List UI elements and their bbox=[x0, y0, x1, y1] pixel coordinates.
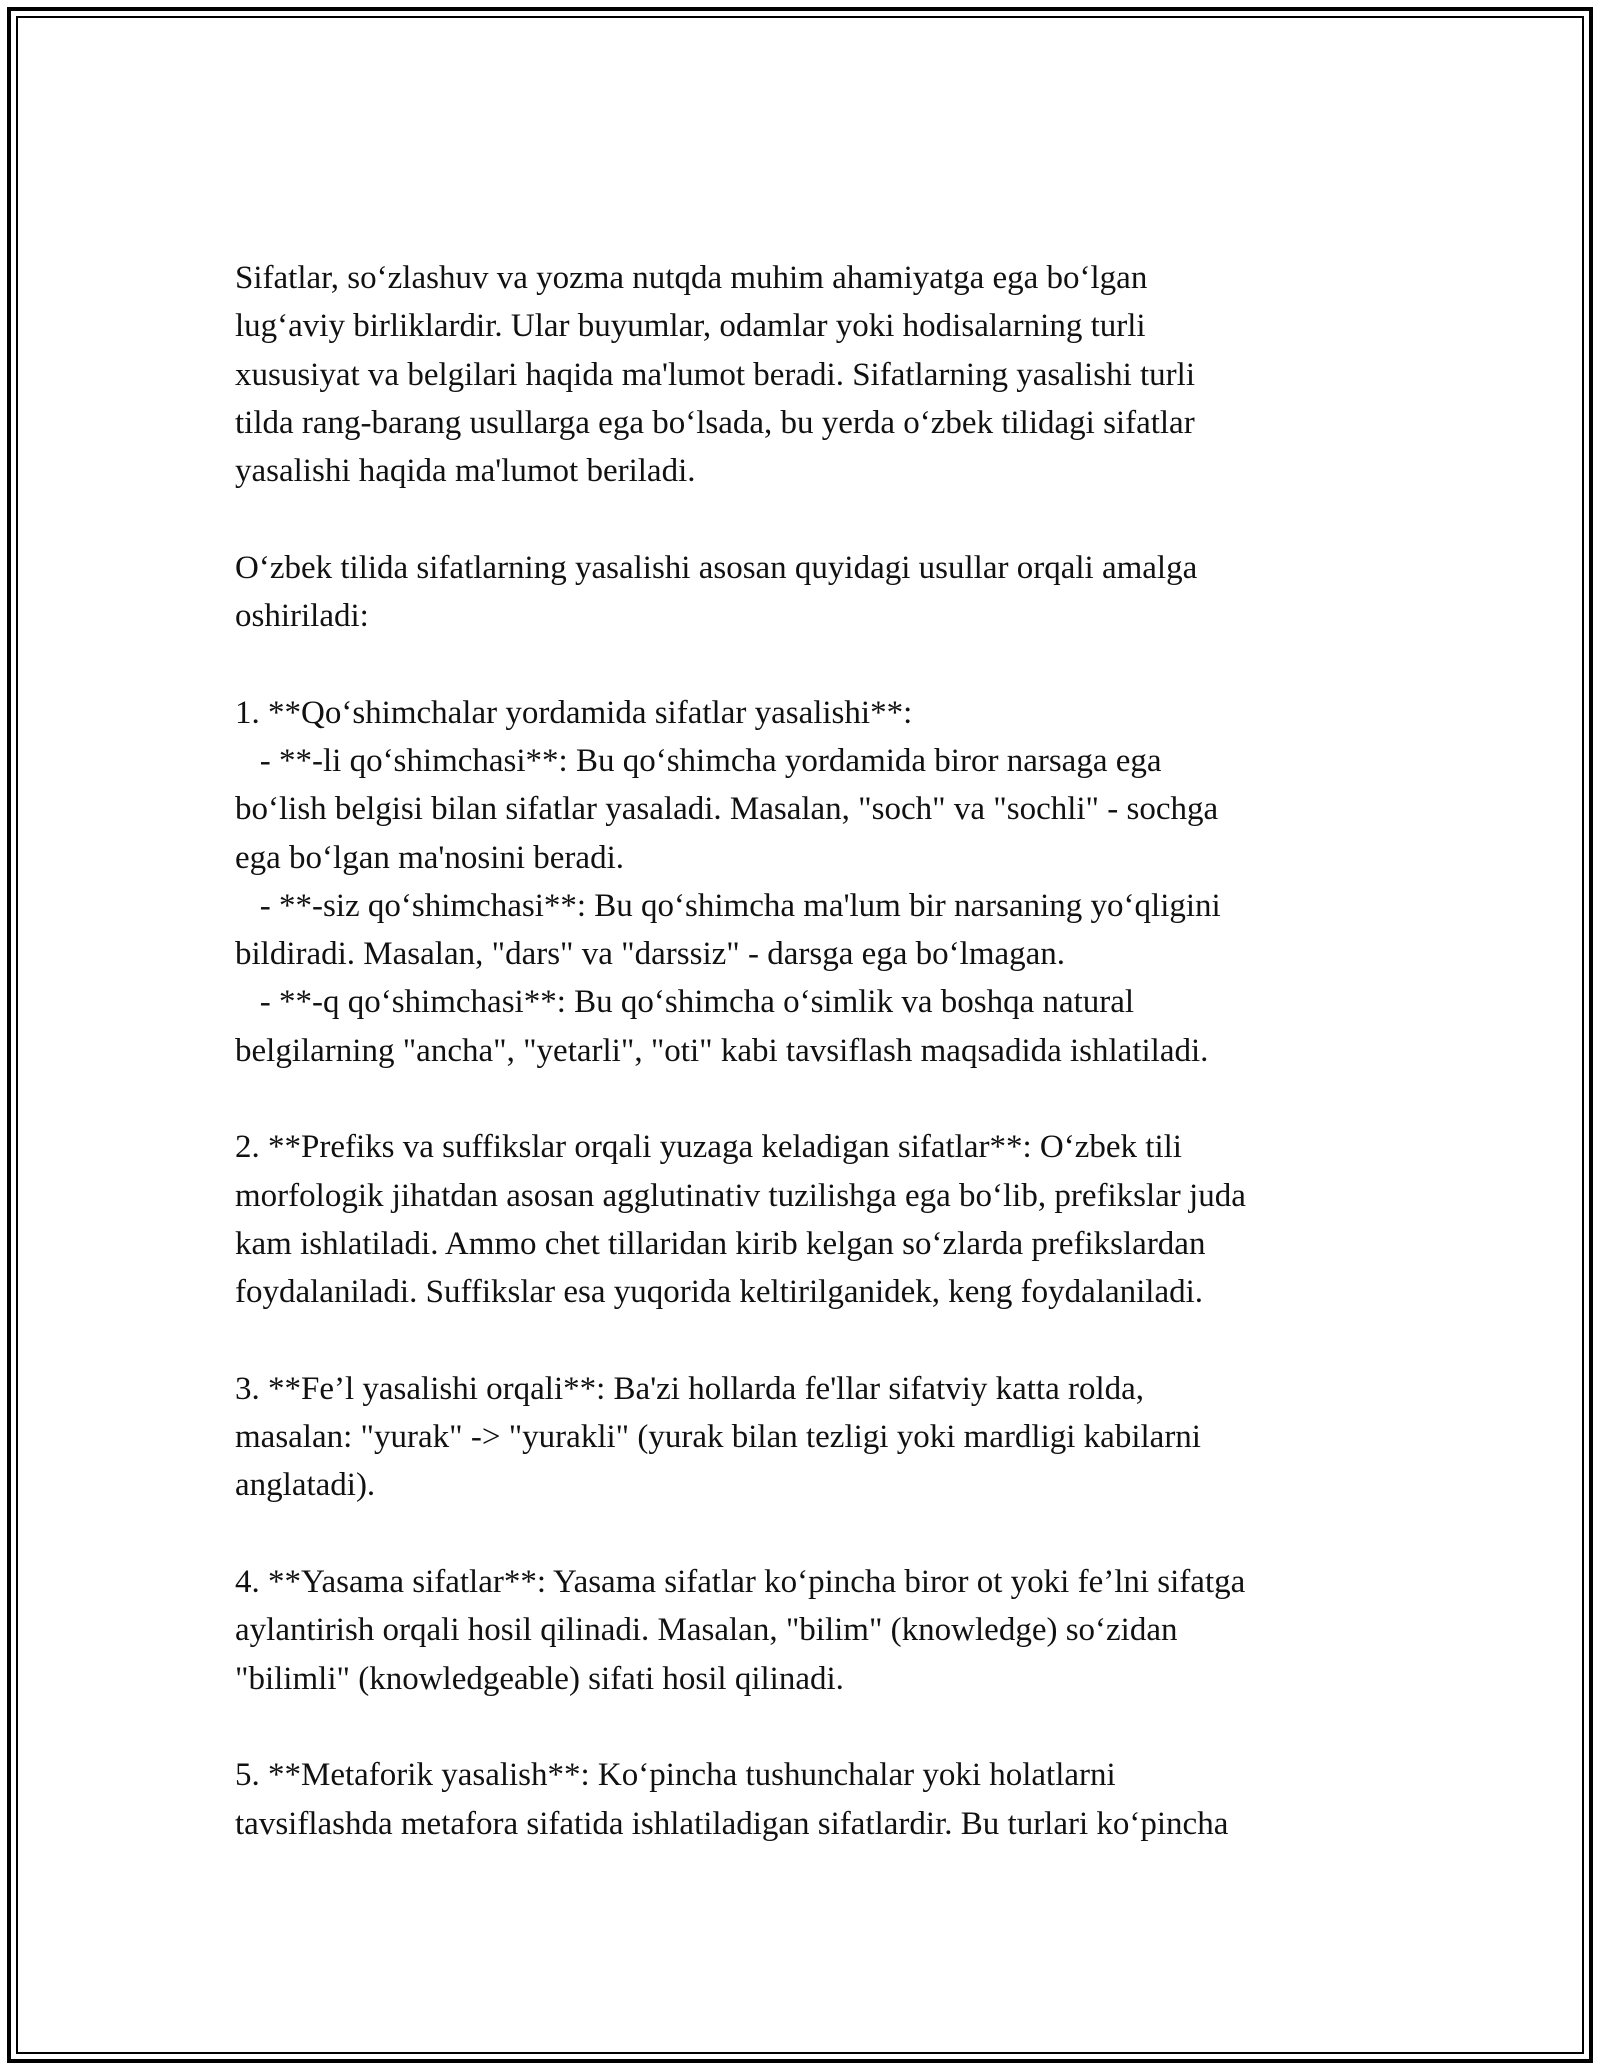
text-line: morfologik jihatdan asosan agglutinativ tuzilishga ega bo‘lib, prefikslar juda bbox=[235, 1177, 1246, 1214]
text-line: yasalishi haqida ma'lumot beriladi. bbox=[235, 453, 696, 490]
text-line: xususiyat va belgilari haqida ma'lumot beradi. Sifatlarning yasalishi turli bbox=[235, 356, 1195, 393]
text-line: foydalaniladi. Suffikslar esa yuqorida keltirilganidek, keng foydalaniladi. bbox=[235, 1274, 1204, 1311]
paragraph-item-4 bbox=[235, 1558, 1385, 1703]
paragraph-item-2 bbox=[235, 1123, 1385, 1316]
paragraph-gap bbox=[235, 1510, 1385, 1558]
paragraph-item-3 bbox=[235, 1365, 1385, 1510]
text-line: - **-siz qo‘shimchasi**: Bu qo‘shimcha ma'lum bir narsaning yo‘qligini bbox=[235, 887, 1221, 924]
text-line: masalan: "yurak" -> "yurakli" (yurak bilan tezligi yoki mardligi kabilarni bbox=[235, 1419, 1201, 1456]
text-line: "bilimli" (knowledgeable) sifati hosil qilinadi. bbox=[235, 1660, 844, 1697]
text-line: tavsiflashda metafora sifatida ishlatiladigan sifatlardir. Bu turlari ko‘pincha bbox=[235, 1805, 1229, 1842]
text-line: - **-li qo‘shimchasi**: Bu qo‘shimcha yordamida biror narsaga ega bbox=[235, 742, 1162, 779]
document-body bbox=[235, 254, 1385, 1848]
text-line: Sifatlar, so‘zlashuv va yozma nutqda muhim ahamiyatga ega bo‘lgan bbox=[235, 260, 1148, 296]
text-line: 1. **Qo‘shimchalar yordamida sifatlar yasalishi**: bbox=[235, 694, 913, 731]
paragraph-gap bbox=[235, 1317, 1385, 1365]
text-line: oshiriladi: bbox=[235, 598, 369, 635]
text-line: 2. **Prefiks va suffikslar orqali yuzaga keladigan sifatlar**: O‘zbek tili bbox=[235, 1129, 1182, 1166]
paragraph-item-1 bbox=[235, 689, 1385, 1075]
paragraph-gap bbox=[235, 640, 1385, 688]
text-line: - **-q qo‘shimchasi**: Bu qo‘shimcha o‘simlik va boshqa natural bbox=[235, 984, 1135, 1021]
text-line: 4. **Yasama sifatlar**: Yasama sifatlar ko‘pincha biror ot yoki fe’lni sifatga bbox=[235, 1564, 1246, 1601]
text-line: aylantirish orqali hosil qilinadi. Masalan, "bilim" (knowledge) so‘zidan bbox=[235, 1612, 1178, 1649]
text-line: 3. **Fe’l yasalishi orqali**: Ba'zi hollarda fe'llar sifatviy katta rolda, bbox=[235, 1370, 1145, 1407]
text-line: kam ishlatiladi. Ammo chet tillaridan kirib kelgan so‘zlarda prefikslardan bbox=[235, 1225, 1206, 1262]
paragraph-item-5 bbox=[235, 1751, 1385, 1848]
text-line: belgilarning "ancha", "yetarli", "oti" kabi tavsiflash maqsadida ishlatiladi. bbox=[235, 1032, 1209, 1069]
paragraph-gap bbox=[235, 1075, 1385, 1123]
text-line: lug‘aviy birliklardir. Ular buyumlar, odamlar yoki hodisalarning turli bbox=[235, 308, 1146, 345]
text-line: ega bo‘lgan ma'nosini beradi. bbox=[235, 839, 624, 876]
text-line: tilda rang-barang usullarga ega bo‘lsada, bu yerda o‘zbek tilidagi sifatlar bbox=[235, 404, 1195, 441]
text-line: anglatadi). bbox=[235, 1467, 376, 1504]
text-line: bo‘lish belgisi bilan sifatlar yasaladi. Masalan, "soch" va "sochli" - sochga bbox=[235, 791, 1219, 828]
paragraph-intro bbox=[235, 254, 1385, 495]
text-line: bildiradi. Masalan, "dars" va "darssiz" - darsga ega bo‘lmagan. bbox=[235, 936, 1066, 973]
paragraph-gap bbox=[235, 495, 1385, 543]
text-line: O‘zbek tilida sifatlarning yasalishi asosan quyidagi usullar orqali amalga bbox=[235, 549, 1198, 586]
paragraph-methods-intro bbox=[235, 544, 1385, 641]
text-line: 5. **Metaforik yasalish**: Ko‘pincha tushunchalar yoki holatlarni bbox=[235, 1757, 1116, 1794]
paragraph-gap bbox=[235, 1703, 1385, 1751]
